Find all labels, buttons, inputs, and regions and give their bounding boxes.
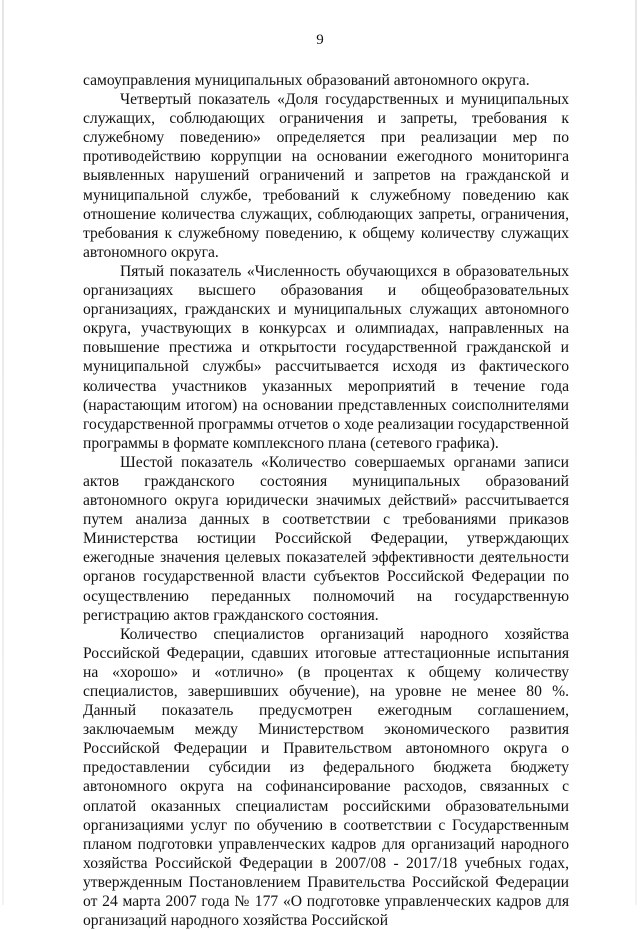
paragraph-specialists-count: Количество специалистов организаций народного хозяйства Российской Федерации, сдавших итоговые аттестационные испытания на «хорошо» и «отлично» (в процентах к общему количеству специалистов, завершивших обучение), на уровне не менее 80 %. Данный показатель предусмотрен ежегодным соглашением, заключаемым между Министерством экономического развития Российской Федерации и Правительством автономного округа о предоставлении субсидии из федерального бюджета бюджету автономного округа на софинансирование расходов, связанных с оплатой оказанных специалистам российскими образовательными организациями услуг по обучению в соответствии с Государственным планом подготовки управленческих кадров для организаций народного хозяйства Российской Федерации в 2007/08 - 2017/18 учебных годах, утвержденным Постановлением Правительства Российской Федерации от 24 марта 2007 года № 177 «О подготовке управленческих кадров для организаций народного хозяйства Российской (83, 625, 569, 930)
page-number: 9 (316, 32, 324, 48)
scan-edge-left (2, 0, 4, 905)
paragraph-fifth-indicator: Пятый показатель «Численность обучающихся в образовательных организациях высшего образования и общеобразовательных организациях, гражданских и муниципальных служащих автономного округа, участвующих в конкурсах и олимпиадах, направленных на повышение престижа и открытости государственной гражданской и муниципальной службы» рассчитывается исходя из фактического количества участников указанных мероприятий в течение года (нарастающим итогом) на основании представленных соисполнителями государственной программы отчетов о ходе реализации государственной программы в формате комплексного плана (сетевого графика). (83, 262, 569, 452)
paragraph-fourth-indicator: Четвертый показатель «Доля государственных и муниципальных служащих, соблюдающих ограничения и запреты, требования к служебному поведению» определяется при реализации мер по противодействию коррупции на основании ежегодного мониторинга выявленных нарушений ограничений и запретов на гражданской и муниципальной службе, требований к служебному поведению как отношение количества служащих, соблюдающих запреты, ограничения, требования к служебному поведению, к общему количеству служащих автономного округа. (83, 91, 569, 261)
scan-edge-right (635, 0, 637, 905)
document-body (83, 71, 569, 930)
paragraph-continuation: самоуправления муниципальных образований автономного округа. (83, 72, 530, 89)
paragraph-sixth-indicator: Шестой показатель «Количество совершаемых органами записи актов гражданского состояния муниципальных образований автономного округа юридически значимых действий» рассчитывается путем анализа данных в соответствии с требованиями приказов Министерства юстиции Российской Федерации, утверждающих ежегодные значения целевых показателей эффективности деятельности органов государственной власти субъектов Российской Федерации по осуществлению переданных полномочий на государственную регистрацию актов гражданского состояния. (83, 453, 569, 624)
